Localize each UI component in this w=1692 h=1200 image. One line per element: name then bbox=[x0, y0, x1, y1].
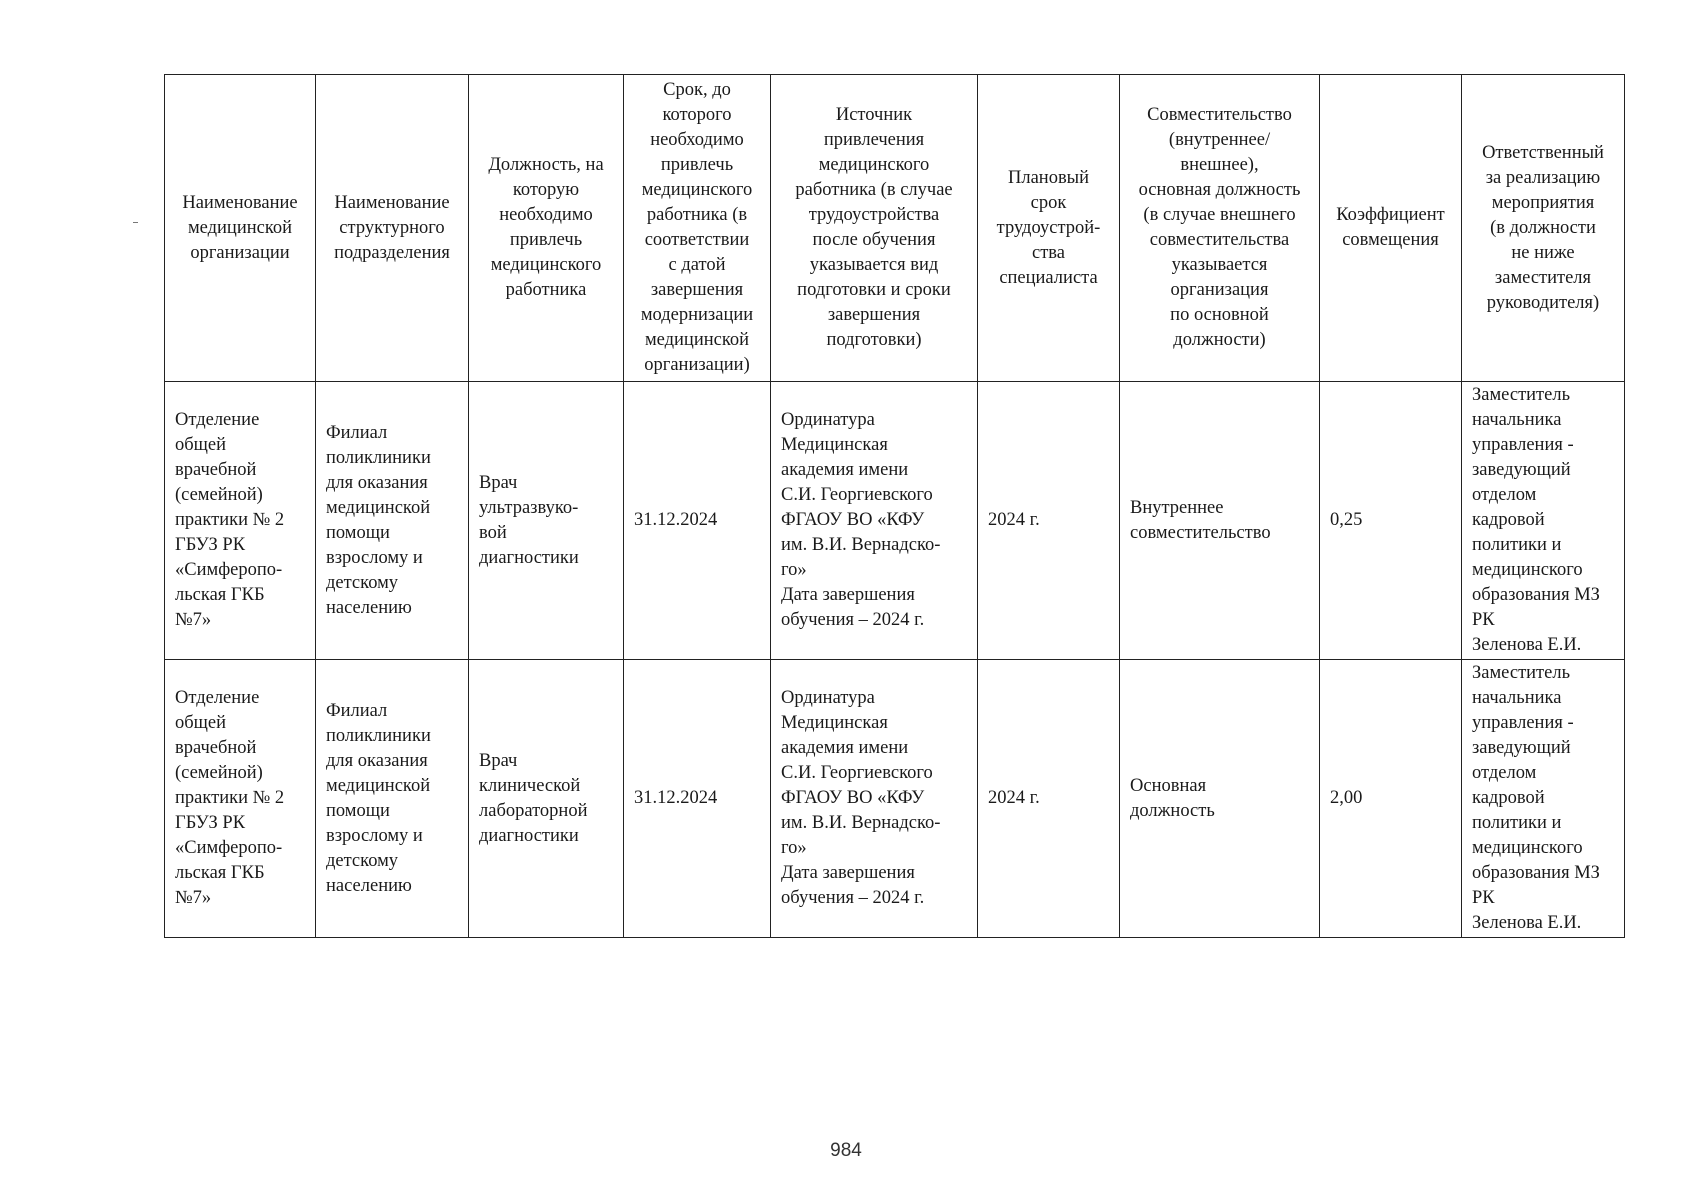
header-deadline: Срок, до которого необходимо привлечь медицинского работника (в соответствии с датой завершения модернизации медицинской организации) bbox=[624, 75, 771, 382]
cell-combination: Внутреннее совместительство bbox=[1120, 382, 1320, 660]
page-number: 984 bbox=[830, 1140, 862, 1161]
table-row bbox=[165, 382, 1625, 660]
header-department: Наименование структурного подразделения bbox=[316, 75, 469, 382]
cell-deadline: 31.12.2024 bbox=[624, 660, 771, 938]
cell-coefficient: 0,25 bbox=[1320, 382, 1462, 660]
header-position: Должность, на которую необходимо привлечь медицинского работника bbox=[469, 75, 624, 382]
header-responsible: Ответственный за реализацию мероприятия (в должности не ниже заместителя руководителя) bbox=[1462, 75, 1625, 382]
cell-responsible: Заместитель начальника управления - заведующий отделом кадровой политики и медицинского образования МЗ РК Зеленова Е.И. bbox=[1462, 382, 1625, 660]
header-source: Источник привлечения медицинского работника (в случае трудоустройства после обучения указывается вид подготовки и сроки завершения подготовки) bbox=[771, 75, 978, 382]
table-row bbox=[165, 660, 1625, 938]
cell-department: Филиал поликлиники для оказания медицинской помощи взрослому и детскому населению bbox=[316, 382, 469, 660]
cell-department: Филиал поликлиники для оказания медицинской помощи взрослому и детскому населению bbox=[316, 660, 469, 938]
cell-deadline: 31.12.2024 bbox=[624, 382, 771, 660]
scan-mark bbox=[133, 222, 138, 223]
cell-organization: Отделение общей врачебной (семейной) практики № 2 ГБУЗ РК «Симферопо- льская ГКБ №7» bbox=[165, 382, 316, 660]
cell-planned-term: 2024 г. bbox=[978, 660, 1120, 938]
cell-source: Ординатура Медицинская академия имени С.И. Георгиевского ФГАОУ ВО «КФУ им. В.И. Вернадско- го» Дата завершения обучения – 2024 г. bbox=[771, 382, 978, 660]
cell-source: Ординатура Медицинская академия имени С.И. Георгиевского ФГАОУ ВО «КФУ им. В.И. Вернадско- го» Дата завершения обучения – 2024 г. bbox=[771, 660, 978, 938]
cell-position: Врач клинической лабораторной диагностики bbox=[469, 660, 624, 938]
cell-organization: Отделение общей врачебной (семейной) практики № 2 ГБУЗ РК «Симферопо- льская ГКБ №7» bbox=[165, 660, 316, 938]
staffing-table bbox=[164, 74, 1625, 938]
cell-planned-term: 2024 г. bbox=[978, 382, 1120, 660]
header-coefficient: Коэффициент совмещения bbox=[1320, 75, 1462, 382]
header-organization: Наименование медицинской организации bbox=[165, 75, 316, 382]
header-planned-term: Плановый срок трудоустрой- ства специалиста bbox=[978, 75, 1120, 382]
cell-responsible: Заместитель начальника управления - заведующий отделом кадровой политики и медицинского образования МЗ РК Зеленова Е.И. bbox=[1462, 660, 1625, 938]
table-header-row bbox=[165, 75, 1625, 382]
cell-position: Врач ультразвуко- вой диагностики bbox=[469, 382, 624, 660]
cell-coefficient: 2,00 bbox=[1320, 660, 1462, 938]
header-combination: Совместительство (внутреннее/ внешнее), основная должность (в случае внешнего совместительства указывается организация по основной должности) bbox=[1120, 75, 1320, 382]
cell-combination: Основная должность bbox=[1120, 660, 1320, 938]
